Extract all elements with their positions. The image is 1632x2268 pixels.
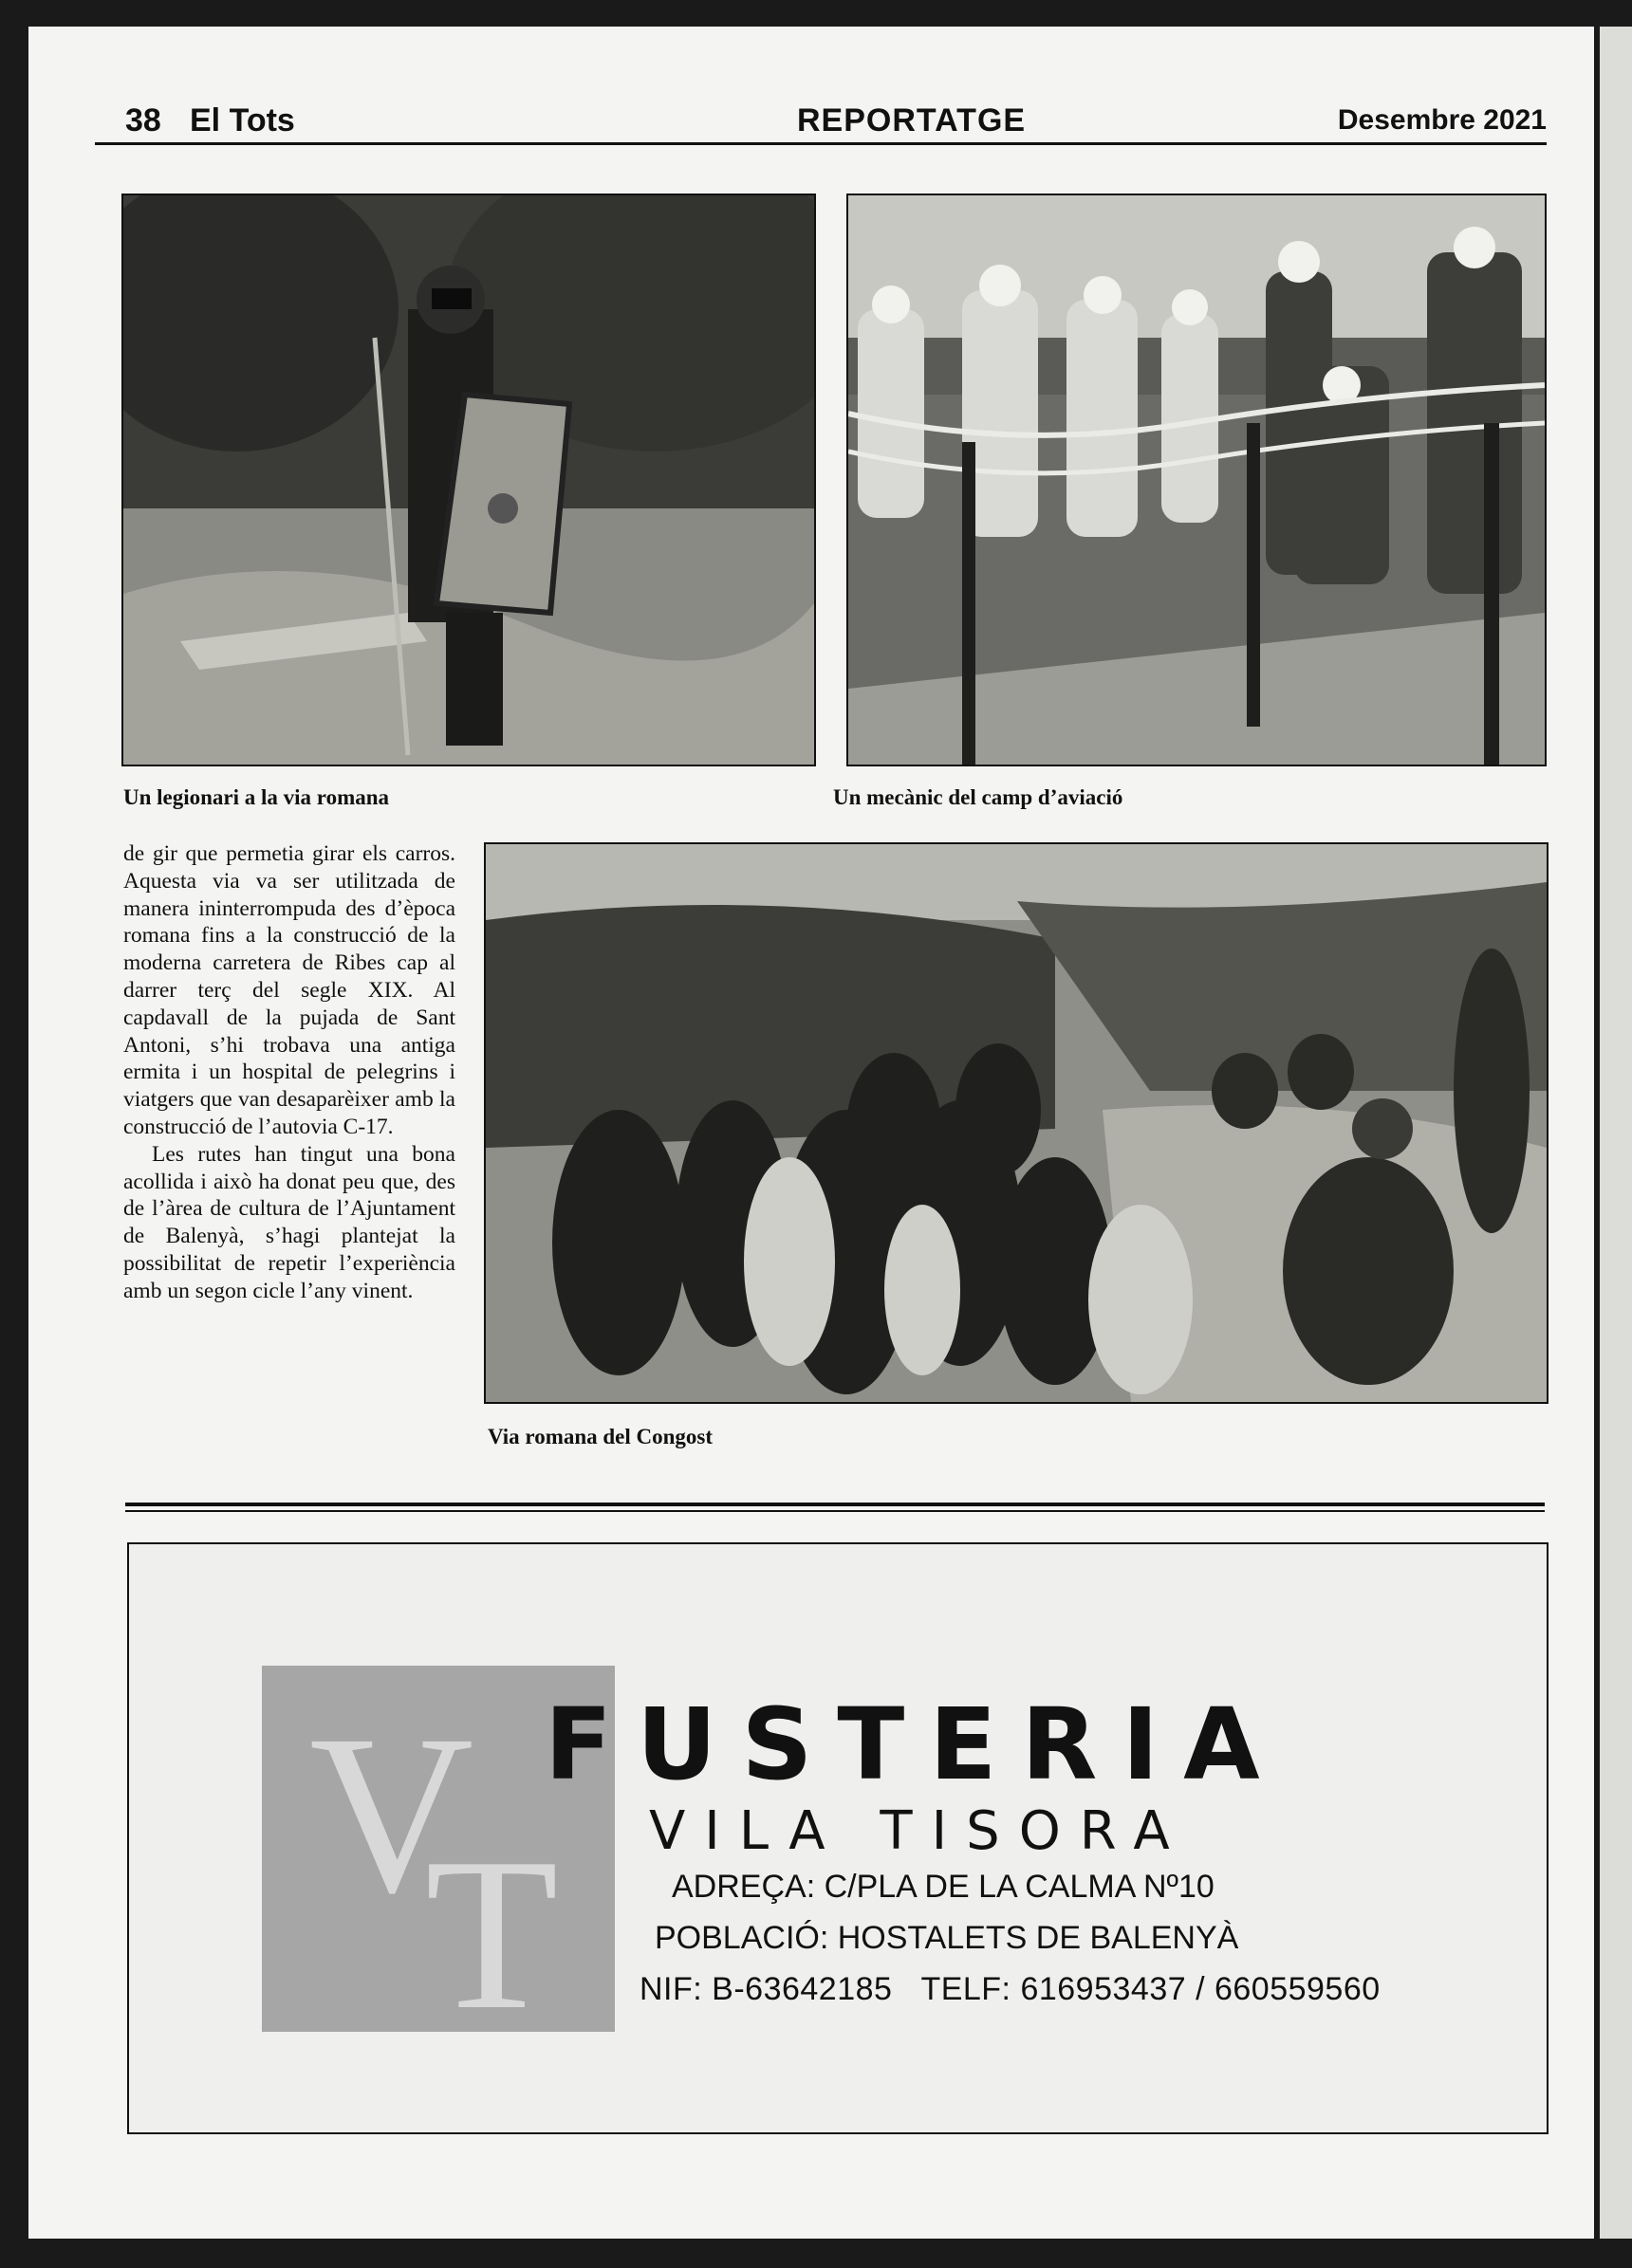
article-paragraph: de gir que permetia girar els carros. Aquesta via va ser utilitzada de manera ininterrompuda des d’època romana fins a la construcció de la moderna carretera de Ribes cap al darrer terç del segle XIX. Al capdavall de la pujada de Sant Antoni, s’hi trobava una antiga ermita i un hospital de pelegrins i viatgers que van desaparèixer amb la construcció de l’autovia C-17. xyxy=(123,841,455,1139)
photo-airfield-visitors xyxy=(846,194,1547,766)
ad-title: FUSTERIA xyxy=(545,1687,1285,1802)
photo-legionary xyxy=(121,194,816,766)
issue-date: Desembre 2021 xyxy=(1337,104,1547,136)
page-header xyxy=(95,102,1547,145)
adjacent-page-edge xyxy=(1600,27,1632,2239)
ad-phone: TELF: 616953437 / 660559560 xyxy=(920,1971,1381,2007)
separator-rule xyxy=(125,1503,1545,1506)
advertisement-fusteria xyxy=(127,1542,1549,2134)
article-paragraph: Les rutes han tingut una bona acollida i això ha donat peu que, des de l’àrea de cultura de l’Ajuntament de Balenyà, s’hagi plantejat la possibilitat de repetir l’experiència amb un segon cicle l’any vinent. xyxy=(123,1141,455,1303)
page-number: 38 xyxy=(125,102,161,138)
publication-name: El Tots xyxy=(190,102,295,138)
photo-group-roman-road xyxy=(484,842,1549,1404)
photo-caption: Via romana del Congost xyxy=(488,1425,714,1448)
article-body xyxy=(123,840,455,1305)
ad-subtitle: VILA TISORA xyxy=(649,1800,1189,1862)
photo-caption: Un mecànic del camp d’aviació xyxy=(833,785,1123,809)
section-title: REPORTATGE xyxy=(797,102,1027,138)
logo-letter: V xyxy=(309,1687,474,1940)
photo-caption: Un legionari a la via romana xyxy=(123,785,390,809)
ad-nif: NIF: B-63642185 xyxy=(640,1971,893,2007)
ad-address: ADREÇA: C/PLA DE LA CALMA Nº10 xyxy=(672,1869,1215,1905)
ad-town: POBLACIÓ: HOSTALETS DE BALENYÀ xyxy=(655,1920,1239,1956)
logo-letter: T xyxy=(425,1813,559,2055)
separator-rule xyxy=(125,1510,1545,1512)
ad-contact xyxy=(640,1971,1381,2008)
